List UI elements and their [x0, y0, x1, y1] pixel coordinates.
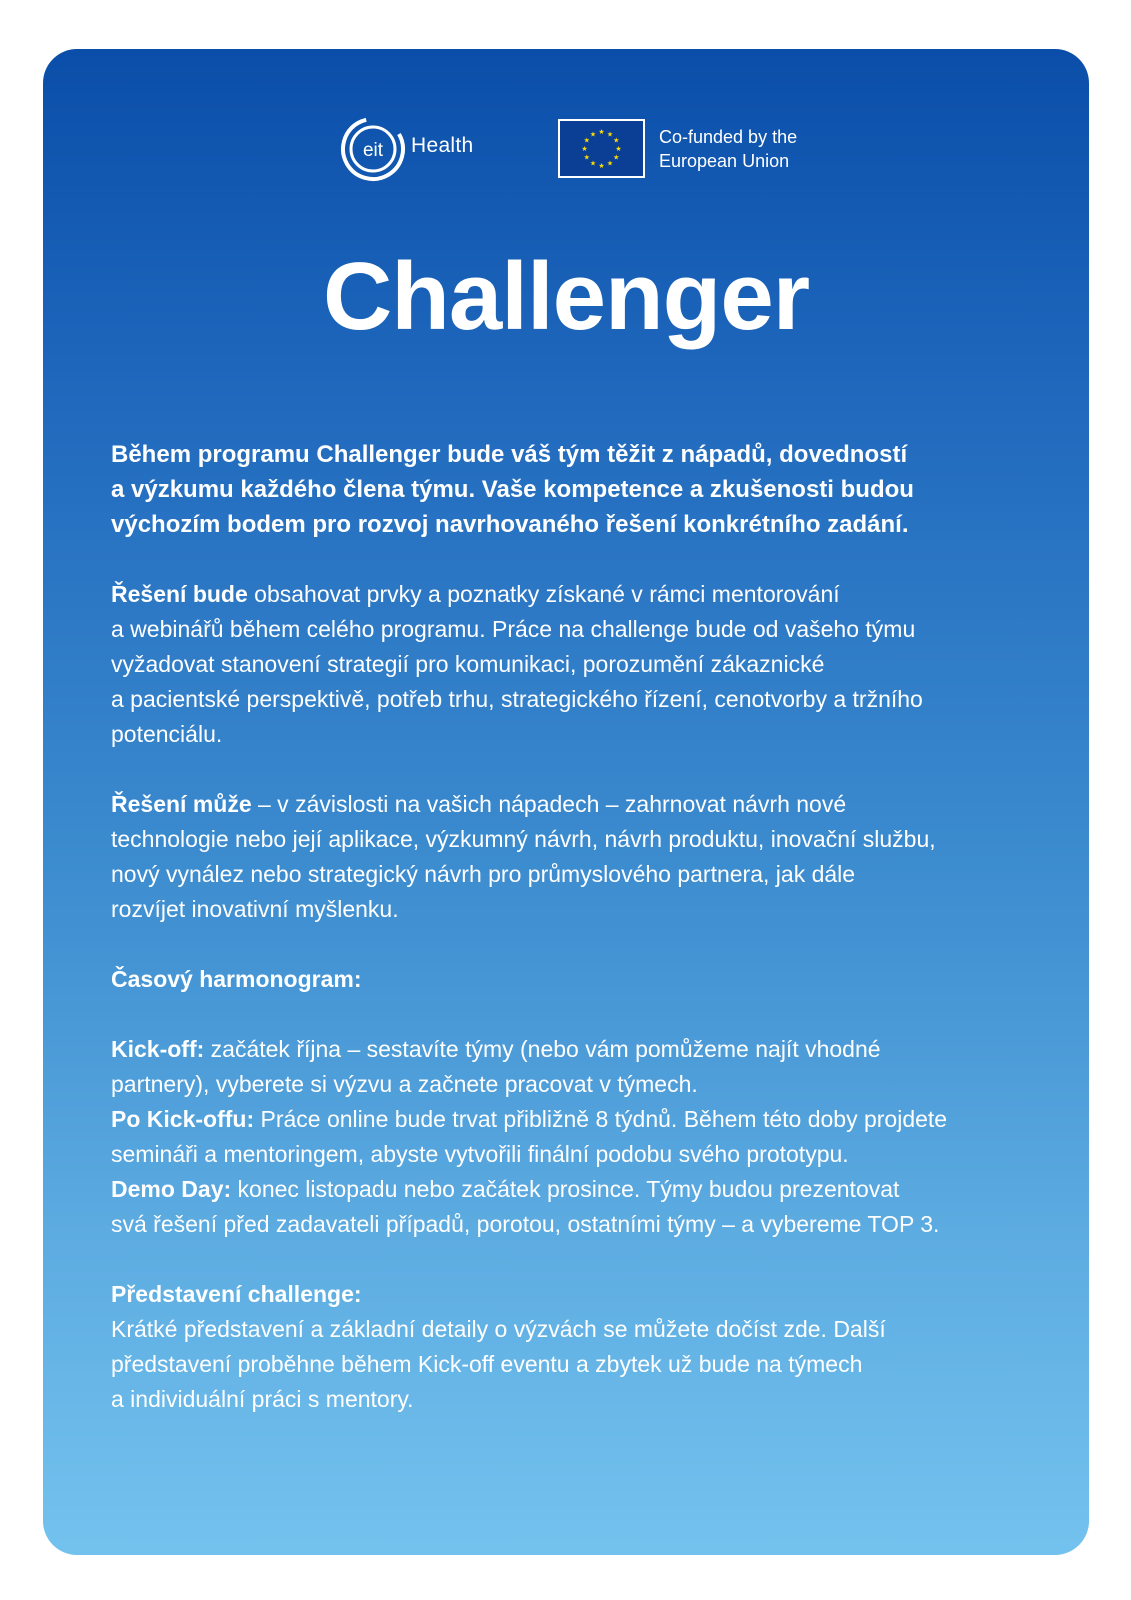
page-title: Challenger — [322, 243, 810, 350]
eu-star-icon: ★ — [589, 130, 597, 139]
eu-star-icon: ★ — [613, 153, 620, 162]
demo-day-text: konec listopadu nebo začátek prosince. Týmy budou prezentovat — [231, 1176, 900, 1202]
presentation-paragraph — [111, 1312, 1031, 1417]
eu-star-icon: ★ — [615, 145, 622, 153]
eu-star-icon: ★ — [581, 145, 588, 153]
eu-cofunded-text — [659, 125, 797, 173]
presentation-line: představení proběhne během Kick-off eventu a zbytek už bude na týmech — [111, 1351, 863, 1377]
eu-star-icon: ★ — [598, 128, 605, 136]
eu-star-icon: ★ — [606, 159, 614, 168]
after-kickoff-text: Práce online bude trvat přibližně 8 týdnů. Během této doby projdete — [254, 1106, 948, 1132]
flyer-card — [43, 49, 1089, 1555]
eu-star-icon: ★ — [606, 130, 614, 139]
eu-star-icon: ★ — [583, 153, 590, 162]
may-line: technologie nebo její aplikace, výzkumný návrh, návrh produktu, inovační službu, — [111, 826, 936, 852]
eu-star-icon: ★ — [583, 136, 590, 145]
logo-bar — [43, 111, 1089, 187]
kickoff-label: Kick-off: — [111, 1036, 205, 1062]
eit-ring-icon — [338, 113, 410, 185]
after-kickoff-text: semináři a mentoringem, abyste vytvořili finální podobu svého prototypu. — [111, 1141, 849, 1167]
eu-star-icon: ★ — [613, 136, 620, 145]
eit-mark-text: eit — [362, 140, 384, 161]
eit-health-text: Health — [411, 134, 474, 157]
may-line: nový vynález nebo strategický návrh pro průmyslového partnera, jak dále — [111, 861, 856, 887]
intro-line: a výzkumu každého člena týmu. Vaše kompetence a zkušenosti budou — [111, 476, 914, 503]
eu-text-line1: Co-funded by the — [659, 127, 798, 147]
after-kickoff-label: Po Kick-offu: — [111, 1106, 255, 1132]
content-body — [111, 437, 1031, 1417]
eu-cofunded-logo — [558, 119, 868, 181]
schedule-list — [111, 1032, 1031, 1242]
solution-line: a pacientské perspektivě, potřeb trhu, strategického řízení, cenotvorby a tržního — [111, 686, 923, 712]
schedule-heading: Časový harmonogram: — [111, 966, 362, 992]
intro-paragraph — [111, 437, 1031, 542]
solution-label: Řešení bude — [111, 581, 248, 607]
eu-star-icon: ★ — [589, 159, 597, 168]
solution-line: a webinářů během celého programu. Práce na challenge bude od vašeho týmu — [111, 616, 916, 642]
solution-line: potenciálu. — [111, 721, 223, 747]
eu-text-line2: European Union — [659, 151, 790, 171]
solution-line: vyžadovat stanovení strategií pro komunikaci, porozumění zákaznické — [111, 651, 825, 677]
kickoff-text: partnery), vyberete si výzvu a začnete pracovat v týmech. — [111, 1071, 698, 1097]
intro-line: Během programu Challenger bude váš tým těžit z nápadů, dovedností — [111, 441, 908, 468]
solution-line: obsahovat prvky a poznatky získané v rámci mentorování — [247, 581, 840, 607]
demo-day-label: Demo Day: — [111, 1176, 232, 1202]
kickoff-text: začátek října – sestavíte týmy (nebo vám pomůžeme najít vhodné — [204, 1036, 881, 1062]
may-line: rozvíjet inovativní myšlenku. — [111, 896, 399, 922]
presentation-line: Krátké představení a základní detaily o výzvách se můžete dočíst zde. Další — [111, 1316, 886, 1342]
presentation-line: a individuální práci s mentory. — [111, 1386, 414, 1412]
eit-health-logo — [338, 111, 498, 187]
demo-day-text: svá řešení před zadavateli případů, porotou, ostatními týmy – a vybereme TOP 3. — [111, 1211, 940, 1237]
may-label: Řešení může — [111, 791, 252, 817]
eu-flag-icon — [558, 119, 645, 178]
may-line: – v závislosti na vašich nápadech – zahrnovat návrh nové — [251, 791, 847, 817]
presentation-heading: Představení challenge: — [111, 1281, 362, 1307]
may-paragraph — [111, 787, 1031, 927]
intro-line: výchozím bodem pro rozvoj navrhovaného řešení konkrétního zadání. — [111, 511, 909, 538]
eu-star-icon: ★ — [598, 162, 605, 170]
solution-paragraph — [111, 577, 1031, 752]
